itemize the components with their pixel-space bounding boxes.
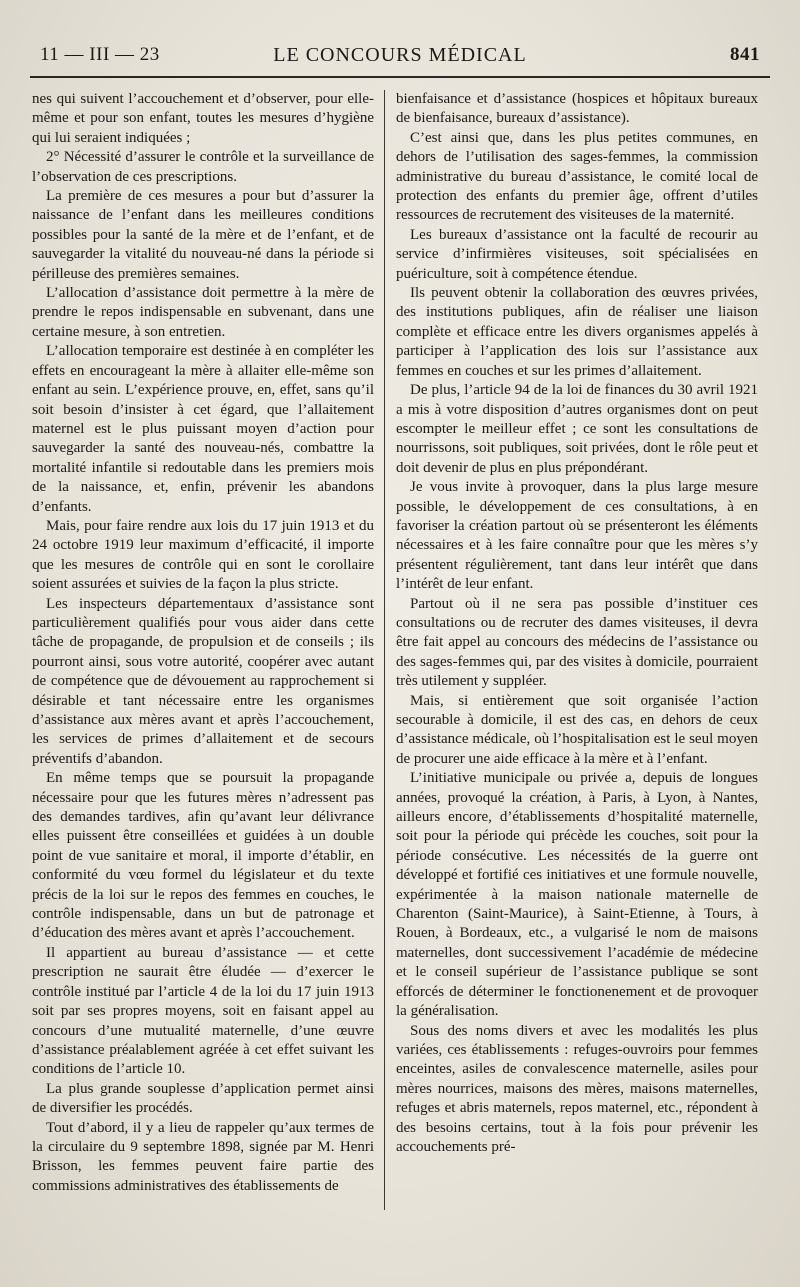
right-column	[396, 90, 758, 1157]
paragraph: C’est ainsi que, dans les plus petites communes, en dehors de l’utilisation des sages-femmes, la commission administrative du bureau d’assistance, le comité local de protection des enfants du premier âge, offrent d’utiles ressources de recrutement des visiteuses de la maternité.	[396, 129, 758, 224]
paragraph: L’allocation temporaire est destinée à en compléter les effets en encourageant la mère à allaiter elle-même son enfant au sein. L’expérience prouve, en, effet, sans qu’il soit besoin d’insister à cet égard, que l’allaitement maternel est le plus puissant moyen d’action pour sauvegarder la santé des nouveau-nés, combattre la mortalité infantile si redoutable dans les premiers mois de la naissance, et, enfin, prévenir les abandons d’enfants.	[32, 343, 374, 515]
paragraph: Ils peuvent obtenir la collaboration des œuvres privées, des institutions publiques, afin de réaliser une liaison complète et efficace entre les divers organismes appelés à participer à l’application des lois sur l’assistance aux femmes en couches et sur les primes d’allaitement.	[396, 285, 758, 379]
paragraph: L’initiative municipale ou privée a, depuis de longues années, provoqué la création, à Paris, à Lyon, à Nantes, ailleurs encore, d’établissements d’hospitalité maternelle, soit pour la période qui précède les couches, soit pour la période consécutive. Les nécessités de la guerre ont développé et fortifié ces initiatives et une formule nouvelle, expérimentée à la maison nationale maternelle de Charenton (Saint-Maurice), à Saint-Etienne, à Tours, à Rouen, à Bordeaux, etc., a vulgarisé le nom de maisons maternelles, dont successivement l’académie de médecine et le conseil supérieur de l’assistance publique se sont efforcés de déterminer le fonctionenement et de provoquer la généralisation.	[396, 770, 758, 1020]
paragraph: Mais, si entièrement que soit organisée l’action secourable à domicile, il est des cas, en dehors de ceux d’assistance médicale, où l’hospitalisation est le seul moyen de procurer une aide efficace à la mère et à l’enfant.	[396, 692, 758, 767]
publication-title: LE CONCOURS MÉDICAL	[273, 44, 527, 66]
paragraph: 2° Nécessité d’assurer le contrôle et la surveillance de l’observation de ces prescriptions.	[32, 149, 374, 185]
paragraph: bienfaisance et d’assistance (hospices et hôpitaux bureaux de bienfaisance, bureaux d’assistance).	[396, 91, 758, 127]
column-divider	[384, 90, 385, 1210]
paragraph: Mais, pour faire rendre aux lois du 17 juin 1913 et du 24 octobre 1919 leur maximum d’efficacité, il importe que les mesures de contrôle qui en sont le corollaire soient assurées et suivies de la façon la plus stricte.	[32, 517, 374, 593]
paragraph: La première de ces mesures a pour but d’assurer la naissance de l’enfant dans les meilleures conditions possibles pour la santé de la mère et de l’enfant, et de sauvegarder la vitalité du nouveau-né dans la période si périlleuse des premières semaines.	[32, 188, 374, 282]
paragraph: Je vous invite à provoquer, dans la plus large mesure possible, le développement de ces consultations, à en favoriser la création partout où se présenteront les éléments nécessaires et à les faire connaître pour que les mères s’y présentent régulièrement, tant dans leur intérêt que dans l’intérêt de leur enfant.	[396, 479, 758, 593]
paragraph: L’allocation d’assistance doit permettre à la mère de prendre le repos indispensable en subvenant, dans une certaine mesure, à son entretien.	[32, 285, 374, 340]
page-number: 841	[730, 44, 760, 65]
paragraph: Tout d’abord, il y a lieu de rappeler qu’aux termes de la circulaire du 9 septembre 1898, signée par M. Henri Brisson, les femmes peuvent faire partie des commissions administratives des établissements de	[32, 1119, 374, 1194]
left-column	[32, 90, 374, 1196]
paragraph: Les bureaux d’assistance ont la faculté de recourir au service d’infirmières visiteuses, soit spécialisées en puériculture, soit à compétence étendue.	[396, 226, 758, 282]
page-header	[40, 44, 760, 72]
issue-date: 11 — III — 23	[40, 44, 160, 65]
paragraph: Sous des noms divers et avec les modalités les plus variées, ces établissements : refuges-ouvroirs pour femmes enceintes, asiles de convalescence maternelle, asiles pour mères nourrices, maisons des mères, maisons maternelles, refuges et abris maternels, repos maternel, etc., répondent à des besoins certains, tout à la fois pour prévenir les accouchements pré-	[396, 1022, 758, 1155]
paragraph: Il appartient au bureau d’assistance — et cette prescription ne saurait être éludée — d’exercer le contrôle institué par l’article 4 de la loi du 17 juin 1913 soit par ses propres moyens, soit en faisant appel au concours d’une mutualité maternelle, d’une œuvre d’assistance préalablement agréée à cet effet suivant les conditions de l’article 10.	[32, 944, 374, 1078]
paragraph: De plus, l’article 94 de la loi de finances du 30 avril 1921 a mis à votre disposition d’autres organismes dont on peut escompter le meilleur effet ; ce sont les consultations de nourrissons, soit publiques, soit privées, dont le rôle peut et doit devenir de plus en plus prépondérant.	[396, 382, 758, 476]
paragraph: Partout où il ne sera pas possible d’instituer ces consultations ou de recruter des dames visiteuses, il devra être fait appel au concours des médecins de l’assistance ou des sages-femmes qui, par des visites à domicile, pourraient très utilement y suppléer.	[396, 595, 758, 690]
paragraph: La plus grande souplesse d’application permet ainsi de diversifier les procédés.	[32, 1080, 374, 1117]
paragraph: Les inspecteurs départementaux d’assistance sont particulièrement qualifiés pour vous aider dans cette tâche de propagande, de propulsion et de conseils ; ils pourront ainsi, sous votre autorité, coopérer avec autant de compétence que de dévouement au rapprochement si désirable et tant nécessaire entre les organismes d’assistance aux mères avant et après l’accouchement, les services de primes d’allaitement et de secours préventifs d’abandon.	[32, 595, 374, 767]
paragraph: nes qui suivent l’accouchement et d’observer, pour elle-même et pour son enfant, toutes les mesures d’hygiène qui lui seraient indiquées ;	[32, 91, 374, 146]
header-rule	[30, 76, 770, 78]
paragraph: En même temps que se poursuit la propagande nécessaire pour que les futures mères n’adressent pas des demandes tardives, afin qu’avant leur délivrance elles puissent être conseillées et guidées à un double point de vue sanitaire et moral, il importe d’établir, en conformité du vœu formel du législateur et du texte précis de la loi sur le repos des femmes en couches, le contrôle indispensable, dans un but de patronage et d’éducation des mères avant et après l’accouchement.	[32, 770, 374, 942]
